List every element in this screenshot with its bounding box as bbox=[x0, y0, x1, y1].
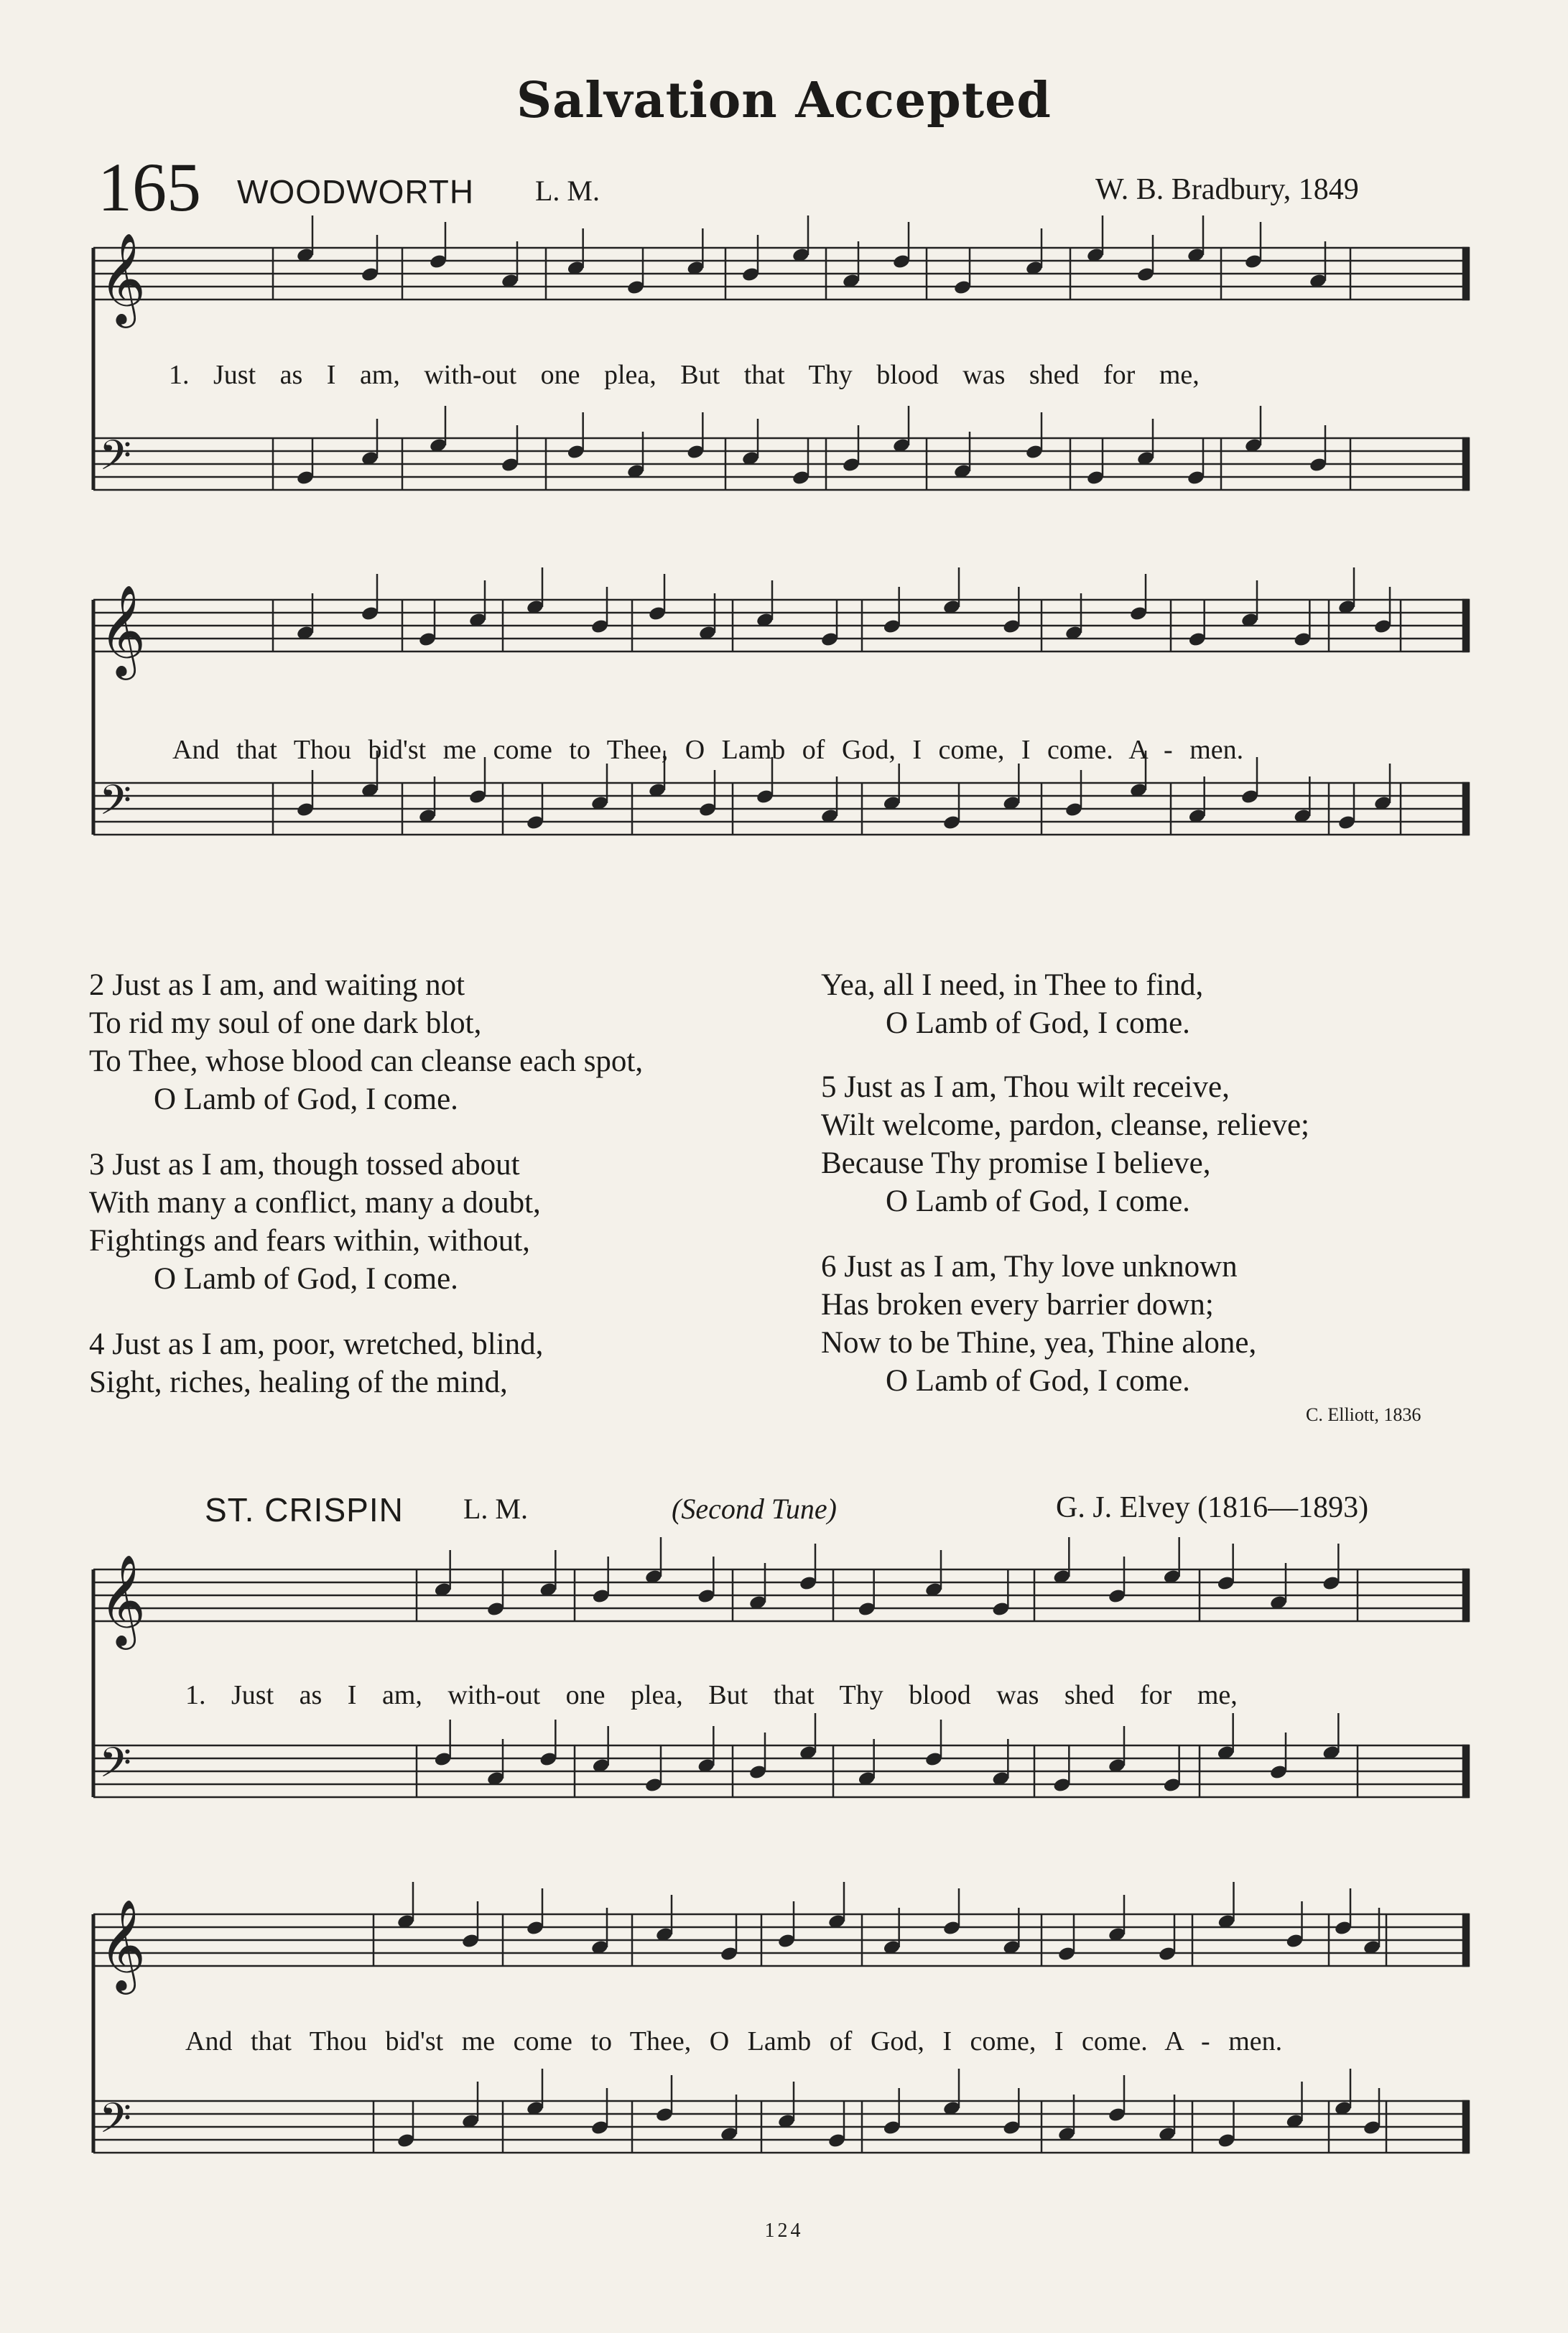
hymn2-lyrics-line1: 1. Just as I am, with-out one plea, But that Thy blood was shed for me, bbox=[185, 1680, 1238, 1710]
hymn1-lyrics-line1: 1. Just as I am, with-out one plea, But that Thy blood was shed for me, bbox=[169, 360, 1200, 390]
meter-label-2: L. M. bbox=[463, 1493, 528, 1525]
svg-text:𝄢: 𝄢 bbox=[99, 776, 132, 835]
tune-name-woodworth: WOODWORTH bbox=[237, 173, 475, 210]
svg-text:𝄢: 𝄢 bbox=[99, 2094, 132, 2153]
hymn1-lyrics-line2: And that Thou bid'st me come to Thee, O Lamb of God, I come, I come. A - men. bbox=[172, 735, 1244, 765]
verse-2: 2 Just as I am, and waiting not To rid my soul of one dark blot, To Thee, whose blood can cleanse each spot, O Lamb of God, I come. bbox=[89, 968, 644, 1116]
composer-credit: W. B. Bradbury, 1849 bbox=[1095, 173, 1359, 206]
page-heading: Salvation Accepted bbox=[516, 72, 1052, 129]
verse-3: 3 Just as I am, though tossed about With many a conflict, many a doubt, Fightings and fears within, without, O Lamb of God, I come. bbox=[89, 1148, 541, 1296]
lyricist-credit: C. Elliott, 1836 bbox=[1306, 1404, 1421, 1425]
verse-4-cont: Yea, all I need, in Thee to find, O Lamb of God, I come. bbox=[821, 968, 1204, 1040]
hymn2-lyrics-line2: And that Thou bid'st me come to Thee, O Lamb of God, I come, I come. A - men. bbox=[185, 2026, 1283, 2056]
verse-6: 6 Just as I am, Thy love unknown Has broken every barrier down; Now to be Thine, yea, Thine alone, O Lamb of God, I come. bbox=[821, 1250, 1257, 1398]
svg-text:𝄞: 𝄞 bbox=[99, 232, 147, 324]
svg-text:𝄞: 𝄞 bbox=[99, 1554, 147, 1646]
svg-text:𝄞: 𝄞 bbox=[99, 584, 147, 676]
verse-4: 4 Just as I am, poor, wretched, blind, Sight, riches, healing of the mind, bbox=[89, 1327, 544, 1399]
svg-text:𝄢: 𝄢 bbox=[99, 1738, 132, 1797]
hymn-number: 165 bbox=[98, 149, 201, 226]
meter-label: L. M. bbox=[535, 175, 600, 207]
second-tune-label: (Second Tune) bbox=[672, 1493, 837, 1525]
verse-5: 5 Just as I am, Thou wilt receive, Wilt welcome, pardon, cleanse, relieve; Because Thy promise I believe, O Lamb of God, I come. bbox=[821, 1070, 1310, 1218]
page-number: 124 bbox=[764, 2220, 804, 2242]
svg-text:𝄢: 𝄢 bbox=[99, 431, 132, 490]
tune-name-st-crispin: ST. CRISPIN bbox=[205, 1491, 404, 1529]
composer-credit-2: G. J. Elvey (1816—1893) bbox=[1056, 1491, 1369, 1524]
svg-text:𝄞: 𝄞 bbox=[99, 1898, 147, 1990]
